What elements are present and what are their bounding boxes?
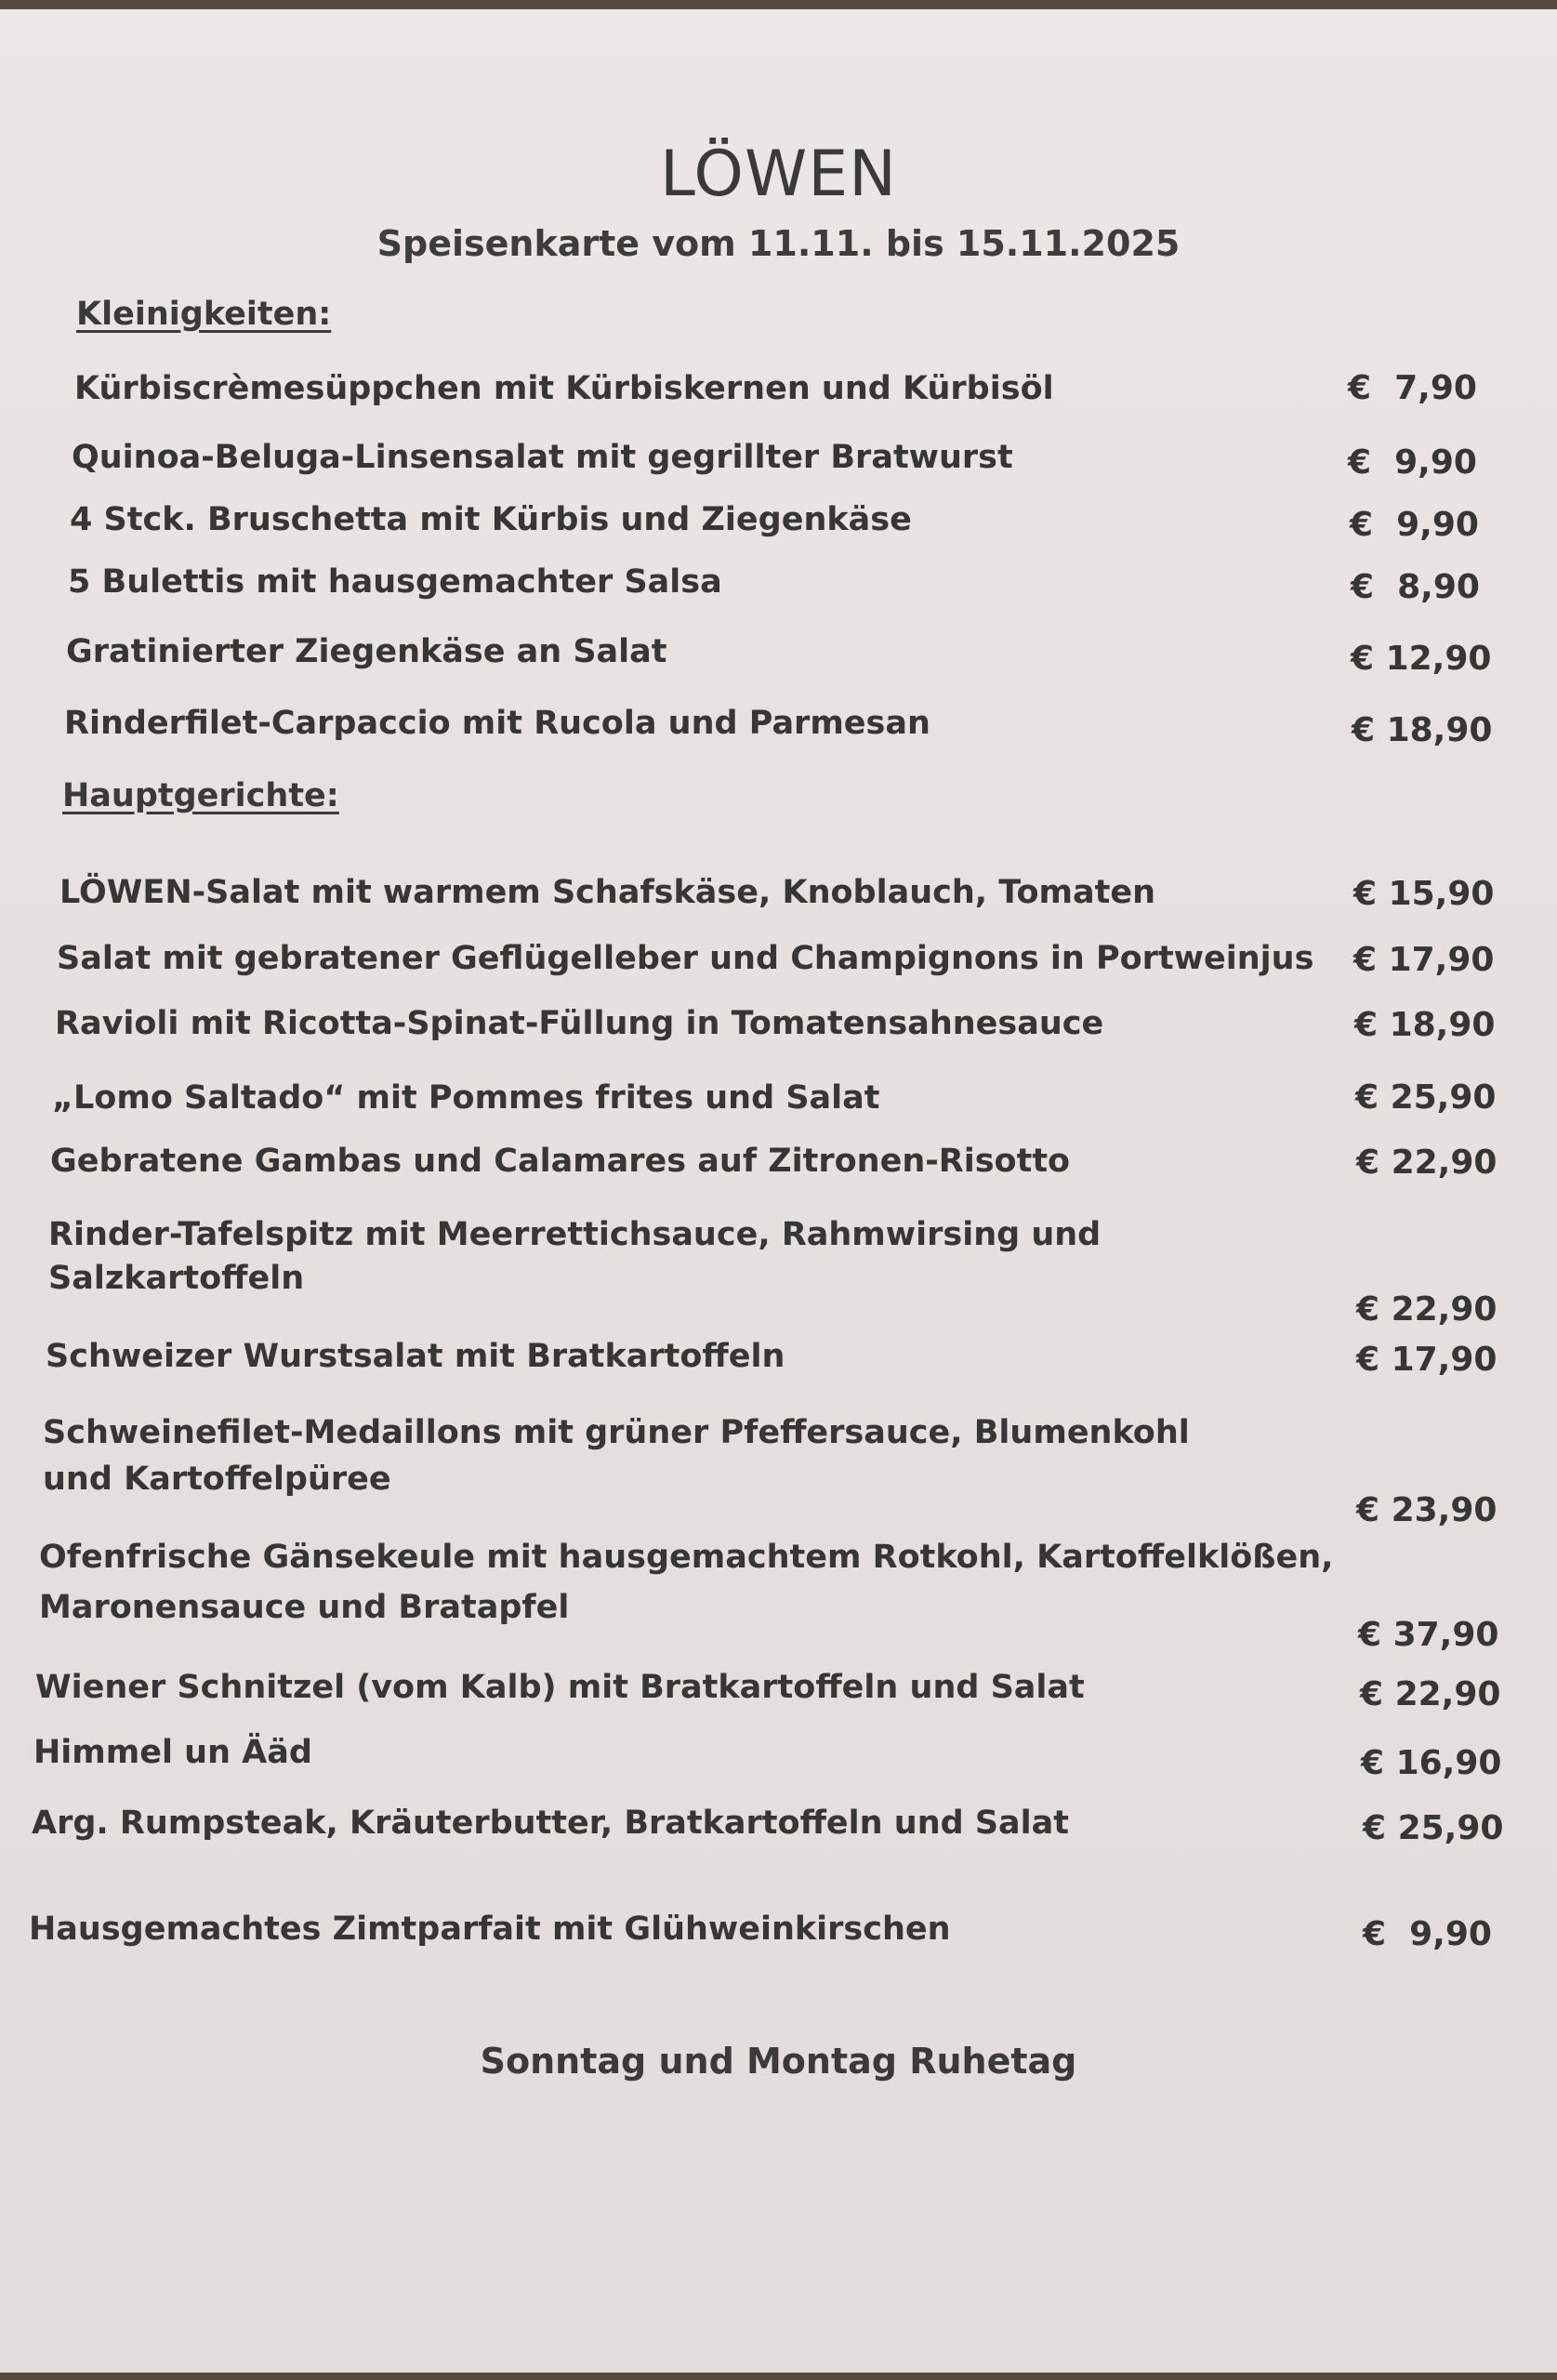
menu-item-name: Rinder-Tafelspitz mit Meerrettichsauce, Rahmwirsing und xyxy=(48,1216,1102,1253)
menu-item-price: € 7,90 xyxy=(1348,369,1477,407)
page-title: LÖWEN xyxy=(659,138,898,211)
menu-item-name: Rinderfilet-Carpaccio mit Rucola und Parmesan xyxy=(64,705,930,742)
menu-item-price: € 16,90 xyxy=(1361,1744,1502,1782)
section-heading-hauptgerichte: Hauptgerichte: xyxy=(62,777,339,814)
menu-item-name: 5 Bulettis mit hausgemachter Salsa xyxy=(68,563,722,601)
menu-item-price: € 8,90 xyxy=(1351,568,1480,606)
menu-item-price: € 18,90 xyxy=(1352,711,1493,749)
menu-item-price: € 25,90 xyxy=(1355,1078,1497,1117)
menu-item-name-continued: und Kartoffelpüree xyxy=(43,1461,391,1498)
menu-item-price: € 17,90 xyxy=(1353,941,1495,979)
menu-item-price: € 9,90 xyxy=(1350,506,1479,544)
menu-item-price: € 23,90 xyxy=(1356,1491,1498,1529)
menu-item-price: € 37,90 xyxy=(1358,1616,1499,1654)
menu-item-name-continued: Maronensauce und Bratapfel xyxy=(39,1589,570,1626)
menu-item-price: € 17,90 xyxy=(1356,1341,1498,1379)
menu-item-name: 4 Stck. Bruschetta mit Kürbis und Ziegenkäse xyxy=(70,501,912,538)
menu-item-name: Salat mit gebratener Geflügelleber und Champignons in Portweinjus xyxy=(57,940,1314,977)
menu-item-name: „Lomo Saltado“ mit Pommes frites und Salat xyxy=(52,1079,880,1117)
menu-item-name: Quinoa-Beluga-Linsensalat mit gegrillter Bratwurst xyxy=(72,439,1013,476)
menu-item-name: Gebratene Gambas und Calamares auf Zitronen-Risotto xyxy=(50,1143,1071,1180)
menu-item-price: € 9,90 xyxy=(1348,443,1477,482)
menu-item-price: € 9,90 xyxy=(1363,1915,1492,1953)
menu-item-name: Himmel un Ääd xyxy=(33,1734,312,1771)
menu-item-name: Hausgemachtes Zimtparfait mit Glühweinkirschen xyxy=(29,1911,951,1948)
menu-item-name: Gratinierter Ziegenkäse an Salat xyxy=(66,633,667,670)
menu-item-price: € 18,90 xyxy=(1354,1006,1496,1044)
section-heading-kleinigkeiten: Kleinigkeiten: xyxy=(76,296,332,333)
menu-date-range: Speisenkarte vom 11.11. bis 15.11.2025 xyxy=(376,223,1181,264)
menu-item-name: Schweinefilet-Medaillons mit grüner Pfeffersauce, Blumenkohl xyxy=(43,1414,1190,1451)
menu-item-price: € 25,90 xyxy=(1363,1809,1504,1847)
menu-item-name: Ravioli mit Ricotta-Spinat-Füllung in Tomatensahnesauce xyxy=(55,1005,1104,1042)
menu-item-name: Schweizer Wurstsalat mit Bratkartoffeln xyxy=(46,1338,785,1375)
menu-item-price: € 12,90 xyxy=(1351,640,1492,678)
menu-item-price: € 22,90 xyxy=(1356,1144,1498,1182)
menu-item-price: € 15,90 xyxy=(1353,875,1495,913)
menu-item-name-continued: Salzkartoffeln xyxy=(48,1260,305,1297)
menu-item-name: Ofenfrische Gänsekeule mit hausgemachtem Rotkohl, Kartoffelklößen, xyxy=(39,1539,1334,1576)
menu-item-name: Arg. Rumpsteak, Kräuterbutter, Bratkartoffeln und Salat xyxy=(32,1805,1070,1842)
menu-item-price: € 22,90 xyxy=(1356,1290,1498,1329)
menu-item-name: LÖWEN-Salat mit warmem Schafskäse, Knoblauch, Tomaten xyxy=(59,874,1156,911)
closing-days-note: Sonntag und Montag Ruhetag xyxy=(480,2041,1077,2082)
menu-item-price: € 22,90 xyxy=(1360,1675,1501,1713)
menu-item-name: Wiener Schnitzel (vom Kalb) mit Bratkartoffeln und Salat xyxy=(35,1669,1085,1706)
menu-sheet xyxy=(0,9,1557,2373)
menu-item-name: Kürbiscrèmesüppchen mit Kürbiskernen und Kürbisöl xyxy=(74,370,1054,407)
